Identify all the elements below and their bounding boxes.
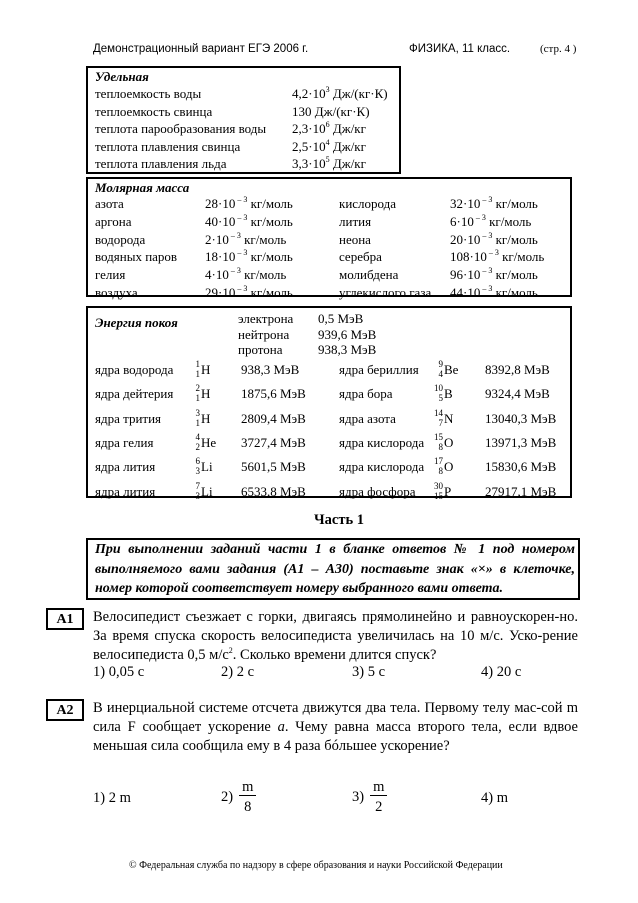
specific-title: Удельная xyxy=(95,69,149,84)
molar-right-value xyxy=(450,214,531,230)
specific-row-value xyxy=(292,121,366,137)
nucleus-energy: 13971,3 МэВ xyxy=(485,434,557,450)
molar-left-label: гелия xyxy=(95,267,126,283)
nucleus-isotope-numbers xyxy=(434,359,444,380)
nucleus-symbol xyxy=(191,407,211,429)
atomic-number: 5 xyxy=(438,393,443,404)
nucleus-label: ядра трития xyxy=(95,410,162,426)
molar-right-label: кислорода xyxy=(339,196,397,211)
nucleus-energy: 15830,6 МэВ xyxy=(485,459,557,475)
a2-option-3[interactable] xyxy=(352,780,387,815)
mass-number: 6 xyxy=(195,456,200,467)
molar-right-label: углекислого газа xyxy=(339,285,432,300)
mass-number: 3 xyxy=(195,407,200,418)
rest-energy-table xyxy=(86,306,572,501)
nucleus-isotope-numbers xyxy=(434,383,444,404)
specific-row-label: теплота плавления льда xyxy=(95,156,227,171)
molar-left-value-mantissa: 18·10 xyxy=(205,249,236,265)
molar-left-value-unit: кг/моль xyxy=(247,213,293,229)
element-symbol: O xyxy=(444,434,454,450)
atomic-number: 8 xyxy=(438,466,443,477)
particle-name: электрона xyxy=(238,311,294,326)
nucleus-symbol xyxy=(191,383,211,404)
energy-title: Энергия покоя xyxy=(95,315,178,330)
atomic-number: 1 xyxy=(195,393,200,404)
molar-title: Молярная масса xyxy=(95,180,190,195)
question-a2-label: А2 xyxy=(46,699,84,721)
nucleus-isotope-numbers xyxy=(434,456,444,477)
mass-number: 10 xyxy=(434,383,443,394)
particle-energy: 938,3 МэВ xyxy=(318,342,377,357)
molar-left-label: водорода xyxy=(95,231,146,247)
element-symbol: H xyxy=(201,362,211,377)
header-subject: ФИЗИКА, 11 класс. xyxy=(409,43,511,55)
mass-number: 9 xyxy=(438,359,443,369)
mass-number: 2 xyxy=(195,383,200,394)
specific-row-value-mantissa: 2,3·10 xyxy=(292,121,326,136)
molar-right-value-exponent: – 3 xyxy=(480,284,493,293)
molar-right-value-exponent: – 3 xyxy=(486,248,499,258)
nucleus-label: ядра кислорода xyxy=(339,434,425,450)
specific-row-label: теплоемкость воды xyxy=(95,86,202,101)
part-title: Часть 1 xyxy=(314,512,364,528)
molar-left-value xyxy=(205,232,286,248)
molar-left-value-exponent: – 3 xyxy=(235,284,248,293)
element-symbol: Li xyxy=(201,483,213,499)
molar-mass-table xyxy=(86,177,572,300)
header-page-number: (стр. 4 ) xyxy=(540,43,577,55)
nucleus-energy: 9324,4 МэВ xyxy=(485,386,550,402)
nucleus-label: ядра водорода xyxy=(95,362,174,377)
a1-option-1[interactable]: 1) 0,05 с xyxy=(93,664,145,680)
nucleus-energy: 8392,8 МэВ xyxy=(485,362,550,377)
specific-row-value-mantissa: 2,5·10 xyxy=(292,138,326,154)
a2-option-2[interactable] xyxy=(221,780,256,815)
specific-row-value-unit: Дж/кг xyxy=(329,156,366,171)
element-symbol: Li xyxy=(201,459,213,475)
particle-energy: 0,5 МэВ xyxy=(318,311,364,326)
atomic-number: 2 xyxy=(195,441,200,452)
mass-number: 4 xyxy=(195,431,200,442)
a2-option-4[interactable]: 4) m xyxy=(481,790,508,806)
element-symbol: P xyxy=(444,483,452,499)
molar-right-value xyxy=(450,232,538,248)
mass-number: 7 xyxy=(195,480,200,491)
particle-name: нейтрона xyxy=(238,326,290,342)
nucleus-symbol xyxy=(434,456,454,477)
question-a1-text xyxy=(93,608,578,665)
molar-left-value-exponent: – 3 xyxy=(235,248,248,258)
nucleus-energy: 5601,5 МэВ xyxy=(241,459,306,475)
molar-left-value-unit: кг/моль xyxy=(240,231,287,247)
a1-text-main: Велосипедист съезжает с горки, двигаясь прямолинейно и равноускорен-но. За время спуска скорость велосипедиста увеличилась на 10 м/с. Уско-рение велосипедиста 0,5 м/с xyxy=(93,609,578,663)
nucleus-symbol xyxy=(434,407,454,429)
mass-number: 15 xyxy=(434,431,443,442)
nucleus-isotope-numbers xyxy=(191,383,201,404)
header-exam-title: Демонстрационный вариант ЕГЭ 2006 г. xyxy=(93,43,309,55)
nucleus-isotope-numbers xyxy=(434,407,444,429)
specific-constants-table xyxy=(86,66,401,174)
nucleus-energy: 27917,1 МэВ xyxy=(485,483,557,499)
specific-row-value-unit: Дж/кг xyxy=(329,138,366,154)
molar-right-label: молибдена xyxy=(339,267,399,283)
molar-left-value xyxy=(205,214,293,230)
question-a1-label: А1 xyxy=(46,608,84,630)
molar-right-value-exponent: – 3 xyxy=(480,195,493,204)
specific-row-value-mantissa: 3,3·10 xyxy=(292,156,326,171)
molar-left-value-unit: кг/моль xyxy=(247,249,293,265)
a1-text-tail: . Сколько времени длится спуск? xyxy=(232,647,437,663)
a2-opt3-denominator: 2 xyxy=(375,799,383,815)
a1-option-2[interactable]: 2) 2 с xyxy=(221,664,255,680)
a2-opt2-numerator: m xyxy=(239,780,256,796)
molar-right-value-unit: кг/моль xyxy=(492,285,538,300)
molar-left-value-exponent: – 3 xyxy=(235,212,248,222)
molar-left-value-mantissa: 40·10 xyxy=(205,213,236,229)
atomic-number: 1 xyxy=(195,369,200,379)
element-symbol: N xyxy=(444,410,454,426)
a1-option-3[interactable]: 3) 5 с xyxy=(352,664,386,680)
a2-text-b: . Чему равна масса второго тела, если вдвое меньшая сила сообщила ему в 4 раза бóльшее ускорение? xyxy=(93,719,578,754)
nucleus-label: ядра гелия xyxy=(95,434,154,450)
a2-text-var: a xyxy=(277,719,285,735)
specific-row-value-mantissa: 130 Дж/(кг·К) xyxy=(292,103,370,119)
nucleus-label: ядра лития xyxy=(95,483,156,499)
nucleus-symbol xyxy=(191,359,211,380)
atomic-number: 7 xyxy=(438,417,443,428)
nucleus-label: ядра бериллия xyxy=(339,362,419,377)
molar-left-value-mantissa: 4·10 xyxy=(205,267,229,283)
nucleus-energy: 938,3 МэВ xyxy=(241,362,300,377)
nucleus-label: ядра кислорода xyxy=(339,459,425,475)
molar-left-value xyxy=(205,196,293,212)
nucleus-symbol xyxy=(434,359,459,380)
nucleus-label: ядра бора xyxy=(339,386,393,402)
a2-opt2-denominator: 8 xyxy=(244,799,252,815)
molar-right-value-mantissa: 20·10 xyxy=(450,231,481,247)
specific-row-value-unit: Дж/кг xyxy=(329,121,366,136)
element-symbol: H xyxy=(201,386,211,402)
mass-number: 14 xyxy=(434,407,443,418)
specific-row-value xyxy=(292,86,388,102)
molar-right-value-mantissa: 108·10 xyxy=(450,249,487,265)
molar-right-value xyxy=(450,196,538,212)
molar-left-value-unit: кг/моль xyxy=(247,285,293,300)
molar-right-value-unit: кг/моль xyxy=(492,196,538,211)
molar-right-label: лития xyxy=(339,213,372,229)
molar-right-value-mantissa: 96·10 xyxy=(450,267,481,283)
a2-opt3-numerator: m xyxy=(370,780,387,796)
nucleus-isotope-numbers xyxy=(191,407,201,429)
atomic-number: 3 xyxy=(195,466,200,477)
molar-left-value-unit: кг/моль xyxy=(247,196,293,211)
particle-name: протона xyxy=(238,342,283,357)
atomic-number: 8 xyxy=(438,441,443,452)
molar-right-value-unit: кг/моль xyxy=(498,249,545,265)
particle-energy: 939,6 МэВ xyxy=(318,326,377,342)
element-symbol: O xyxy=(444,459,454,475)
instructions-box xyxy=(86,538,580,600)
footer-copyright: © Федеральная служба по надзору в сфере образования и науки Российской Федерации xyxy=(129,860,503,871)
element-symbol: He xyxy=(201,434,217,450)
molar-right-value xyxy=(450,249,544,265)
element-symbol: Be xyxy=(444,362,459,377)
atomic-number: 15 xyxy=(434,490,443,501)
molar-left-value-mantissa: 28·10 xyxy=(205,196,236,211)
molar-left-value-unit: кг/моль xyxy=(240,267,287,283)
specific-row-label: теплота парообразования воды xyxy=(95,121,267,136)
element-symbol: B xyxy=(444,386,453,402)
molar-left-value-mantissa: 2·10 xyxy=(205,231,229,247)
molar-right-value xyxy=(450,267,538,283)
nucleus-label: ядра дейтерия xyxy=(95,386,174,402)
nucleus-symbol xyxy=(191,431,217,453)
specific-row-label: теплота плавления свинца xyxy=(95,138,241,154)
molar-left-value-exponent: – 3 xyxy=(235,195,248,204)
molar-right-value-unit: кг/моль xyxy=(492,267,538,283)
question-a2-text xyxy=(93,699,578,756)
specific-row-value xyxy=(292,104,370,120)
nucleus-label: ядра лития xyxy=(95,459,156,475)
nucleus-isotope-numbers xyxy=(191,359,201,380)
atomic-number: 1 xyxy=(195,417,200,428)
nucleus-isotope-numbers xyxy=(191,456,201,477)
nucleus-symbol xyxy=(434,383,453,404)
a2-option-1[interactable]: 1) 2 m xyxy=(93,790,131,806)
mass-number: 1 xyxy=(195,359,200,369)
a2-text-a: В инерциальной системе отсчета движутся два тела. Первому телу мас-сой m сила F сообщает ускорение xyxy=(93,700,578,735)
nucleus-isotope-numbers xyxy=(434,431,444,453)
a1-text-sup: 2 xyxy=(228,646,233,655)
nucleus-symbol xyxy=(191,480,213,502)
nucleus-energy: 6533,8 МэВ xyxy=(241,483,306,499)
atomic-number: 3 xyxy=(195,490,200,501)
molar-left-value-mantissa: 29·10 xyxy=(205,285,236,300)
molar-right-value-unit: кг/моль xyxy=(492,231,538,247)
mass-number: 17 xyxy=(434,456,443,467)
nucleus-symbol xyxy=(434,480,452,502)
nucleus-isotope-numbers xyxy=(191,480,201,502)
specific-row-value-unit: Дж/(кг·К) xyxy=(329,86,388,101)
specific-row-label: теплоемкость свинца xyxy=(95,103,213,119)
molar-right-value-exponent: – 3 xyxy=(473,212,486,222)
molar-left-value xyxy=(205,285,293,301)
nucleus-energy: 13040,3 МэВ xyxy=(485,410,557,426)
molar-left-value xyxy=(205,267,286,283)
molar-right-value-exponent: – 3 xyxy=(480,230,493,240)
atomic-number: 4 xyxy=(438,369,443,379)
nucleus-label: ядра азота xyxy=(339,410,396,426)
nucleus-symbol xyxy=(434,431,454,453)
molar-left-value xyxy=(205,249,293,265)
specific-row-value-exponent: 3 xyxy=(325,85,330,94)
nucleus-label: ядра фосфора xyxy=(339,483,416,499)
molar-left-label: аргона xyxy=(95,213,132,229)
instructions-text: При выполнении заданий части 1 в бланке ответов № 1 под номером выполняемого вами задания (А1 – А30) поставьте знак «×» в клеточке, номер которой соответствует номеру выбранного вами ответа. xyxy=(95,542,575,596)
specific-row-value-mantissa: 4,2·10 xyxy=(292,86,326,101)
molar-left-value-exponent: – 3 xyxy=(228,230,241,240)
specific-row-value-exponent: 4 xyxy=(325,137,330,147)
nucleus-isotope-numbers xyxy=(191,431,201,453)
specific-row-value xyxy=(292,139,366,155)
molar-right-value-exponent: – 3 xyxy=(480,266,493,276)
molar-left-label: воздуха xyxy=(95,285,138,300)
molar-right-value-unit: кг/моль xyxy=(485,213,532,229)
molar-right-label: неона xyxy=(339,231,371,247)
nucleus-energy: 1875,6 МэВ xyxy=(241,386,306,402)
nucleus-isotope-numbers xyxy=(434,480,444,502)
mass-number: 30 xyxy=(434,480,443,491)
molar-right-label: серебра xyxy=(339,249,382,265)
nucleus-energy: 2809,4 МэВ xyxy=(241,410,306,426)
specific-row-value-exponent: 5 xyxy=(325,155,330,164)
molar-right-value xyxy=(450,285,538,301)
nucleus-energy: 3727,4 МэВ xyxy=(241,434,306,450)
nucleus-symbol xyxy=(191,456,213,477)
molar-left-label: азота xyxy=(95,196,124,211)
specific-row-value-exponent: 6 xyxy=(325,120,330,129)
a2-opt3-prefix: 3) xyxy=(352,789,365,805)
specific-row-value xyxy=(292,156,366,172)
molar-right-value-mantissa: 44·10 xyxy=(450,285,481,300)
molar-right-value-mantissa: 32·10 xyxy=(450,196,481,211)
molar-left-label: водяных паров xyxy=(95,249,178,265)
molar-left-value-exponent: – 3 xyxy=(228,266,241,276)
molar-right-value-mantissa: 6·10 xyxy=(450,213,474,229)
a1-option-4[interactable]: 4) 20 с xyxy=(481,664,522,680)
a2-opt2-prefix: 2) xyxy=(221,789,234,805)
element-symbol: H xyxy=(201,410,211,426)
